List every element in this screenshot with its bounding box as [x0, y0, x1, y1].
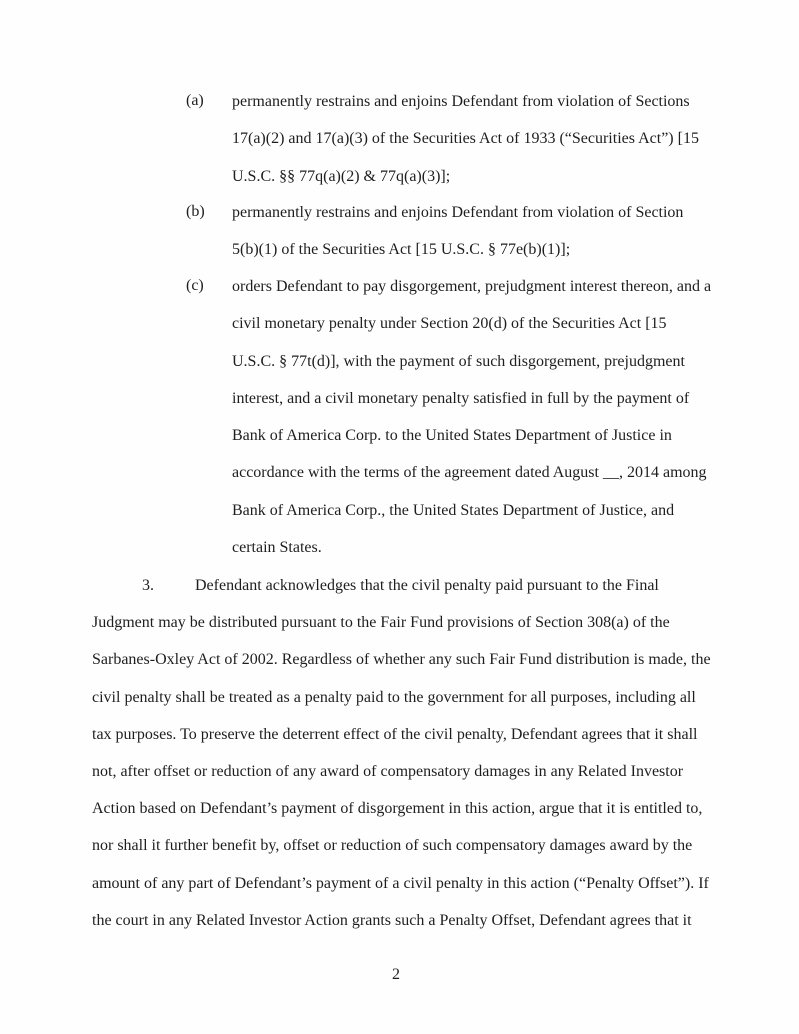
paragraph-line-10: the court in any Related Investor Action grants such a Penalty Offset, Defendant agrees that it [92, 911, 692, 929]
paragraph-line-2: Judgment may be distributed pursuant to the Fair Fund provisions of Section 308(a) of the [92, 614, 670, 632]
item-label-a: (a) [186, 92, 204, 109]
item-c-line-5: Bank of America Corp. to the United States Department of Justice in [232, 427, 672, 445]
paragraph-line-9: amount of any part of Defendant’s payment of a civil penalty in this action (“Penalty Offset”). If [92, 874, 709, 892]
paragraph-3-first-line [92, 567, 732, 604]
paragraph-line-8: nor shall it further benefit by, offset or reduction of such compensatory damages award by the [92, 837, 693, 855]
paragraph-line-4: civil penalty shall be treated as a penalty paid to the government for all purposes, including all [92, 688, 696, 706]
item-c-line-4: interest, and a civil monetary penalty satisfied in full by the payment of [232, 389, 690, 407]
item-a-line-1: permanently restrains and enjoins Defendant from violation of Sections [232, 93, 690, 110]
item-a-line-3: U.S.C. §§ 77q(a)(2) & 77q(a)(3)]; [232, 167, 451, 185]
paragraph-line-1: Defendant acknowledges that the civil penalty paid pursuant to the Final [195, 577, 659, 594]
paragraph-number: 3. [142, 577, 154, 594]
paragraph-line-5: tax purposes. To preserve the deterrent effect of the civil penalty, Defendant agrees that it shall [92, 725, 698, 743]
item-c-line-8: certain States. [232, 539, 322, 557]
paragraph-3 [92, 567, 732, 939]
item-a-line-2: 17(a)(2) and 17(a)(3) of the Securities Act of 1933 (“Securities Act”) [15 [232, 130, 699, 148]
item-c-line-3: U.S.C. § 77t(d)], with the payment of such disgorgement, prejudgment [232, 352, 685, 370]
item-label-b: (b) [186, 203, 205, 220]
paragraph-line-7: Action based on Defendant’s payment of disgorgement in this action, argue that it is entitled to, [92, 800, 703, 818]
item-c-line-7: Bank of America Corp., the United States Department of Justice, and [232, 501, 675, 519]
item-text-c [232, 268, 732, 566]
item-text-a [232, 83, 732, 195]
item-c-line-2: civil monetary penalty under Section 20(d) of the Securities Act [15 [232, 315, 667, 333]
paragraph-line-3: Sarbanes-Oxley Act of 2002. Regardless of whether any such Fair Fund distribution is made, the [92, 651, 711, 669]
item-c-line-6: accordance with the terms of the agreement dated August __, 2014 among [232, 464, 707, 482]
paragraph-line-6: not, after offset or reduction of any award of compensatory damages in any Related Investor [92, 763, 684, 781]
item-b-line-1: permanently restrains and enjoins Defendant from violation of Section [232, 204, 684, 221]
item-label-c: (c) [186, 277, 204, 294]
page-number: 2 [392, 966, 400, 983]
item-c-line-1: orders Defendant to pay disgorgement, prejudgment interest thereon, and a [232, 278, 712, 295]
item-text-b [232, 194, 732, 269]
item-b-line-2: 5(b)(1) of the Securities Act [15 U.S.C. § 77e(b)(1)]; [232, 241, 571, 259]
